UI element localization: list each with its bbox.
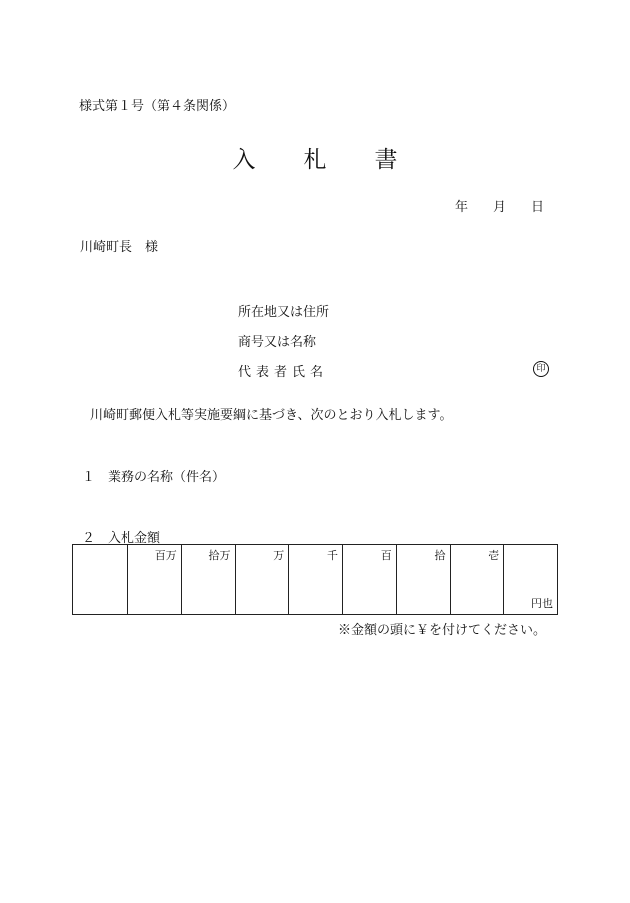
- amount-cell-man[interactable]: 万: [235, 545, 289, 615]
- amount-row: [73, 545, 558, 615]
- title-char: 書: [374, 147, 398, 173]
- representative-label: 代表者氏名: [238, 365, 329, 380]
- date-year-label: 年: [455, 200, 469, 215]
- seal-mark: 印: [533, 361, 549, 377]
- amount-table: [72, 544, 558, 615]
- date-month-label: 月: [493, 200, 507, 215]
- form-number: 様式第１号（第４条関係）: [79, 99, 236, 114]
- document-title: [0, 141, 630, 174]
- amount-cell-blank[interactable]: [73, 545, 128, 615]
- section-2-heading: ２ 入札金額: [82, 531, 161, 546]
- amount-cell-sen[interactable]: 千: [289, 545, 343, 615]
- amount-note: ※金額の頭に￥を付けてください。: [338, 623, 547, 638]
- statement-text: 川崎町郵便入札等実施要綱に基づき、次のとおり入札します。: [90, 408, 453, 423]
- date-day-label: 日: [531, 200, 545, 215]
- amount-cell-yen[interactable]: 円也: [504, 545, 558, 615]
- trade-name-label: 商号又は名称: [238, 335, 317, 350]
- section-1-heading: １ 業務の名称（件名）: [82, 470, 226, 485]
- amount-cell-juman[interactable]: 拾万: [181, 545, 235, 615]
- amount-cell-hyaku[interactable]: 百: [343, 545, 397, 615]
- title-char: 札: [303, 147, 327, 173]
- amount-cell-ichi[interactable]: 壱: [450, 545, 504, 615]
- amount-cell-ju[interactable]: 拾: [396, 545, 450, 615]
- addressee: 川崎町長 様: [80, 240, 159, 255]
- amount-cell-hyakuman[interactable]: 百万: [128, 545, 182, 615]
- address-label: 所在地又は住所: [238, 305, 330, 320]
- date-line: [455, 196, 544, 215]
- title-char: 入: [232, 147, 256, 173]
